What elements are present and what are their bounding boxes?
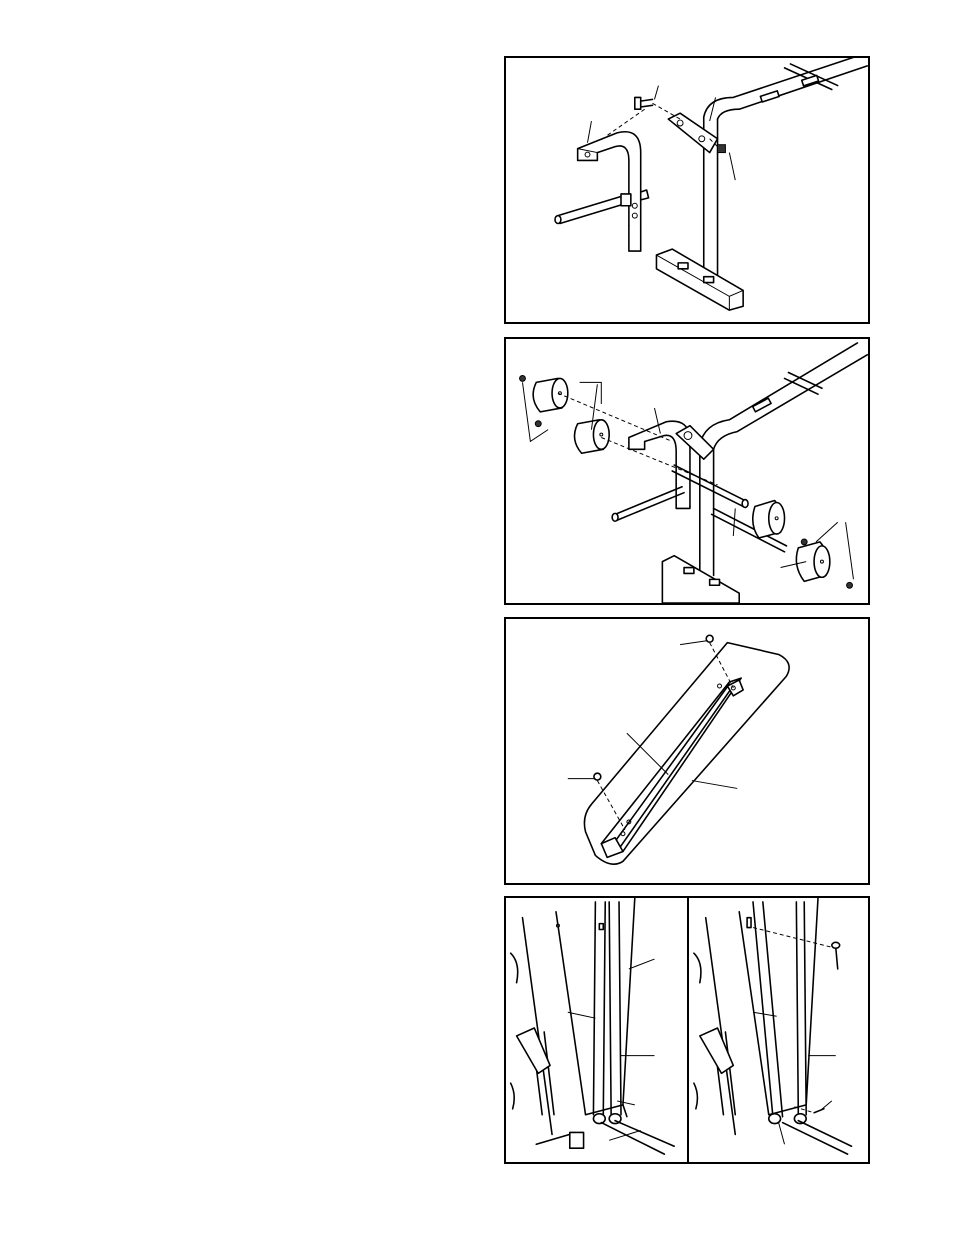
seat-frame-icon bbox=[656, 58, 867, 310]
assembly-panel-3 bbox=[504, 617, 870, 885]
assembly-diagram-1 bbox=[506, 58, 868, 322]
assembly-diagram-3 bbox=[506, 619, 868, 883]
backrest-pad-icon bbox=[522, 898, 634, 1134]
backrest-pad-icon bbox=[706, 898, 818, 1134]
seat-frame-icon bbox=[662, 343, 867, 603]
upright-icon bbox=[700, 902, 852, 1154]
foam-pad-icon bbox=[796, 542, 829, 581]
foam-pad-icon bbox=[753, 501, 785, 538]
bolt-icon bbox=[635, 97, 653, 109]
assembly-diagram-2 bbox=[506, 339, 868, 603]
leg-lever-frame-icon bbox=[555, 132, 649, 251]
panel-divider bbox=[687, 898, 689, 1162]
assembly-panel-4 bbox=[504, 896, 870, 1164]
screw-icon bbox=[814, 942, 840, 1112]
assembly-panel-2 bbox=[504, 337, 870, 605]
nut-icon bbox=[718, 145, 726, 153]
upright-icon bbox=[517, 902, 675, 1154]
foam-pad-icon bbox=[533, 378, 568, 411]
assembly-panel-1 bbox=[504, 56, 870, 324]
